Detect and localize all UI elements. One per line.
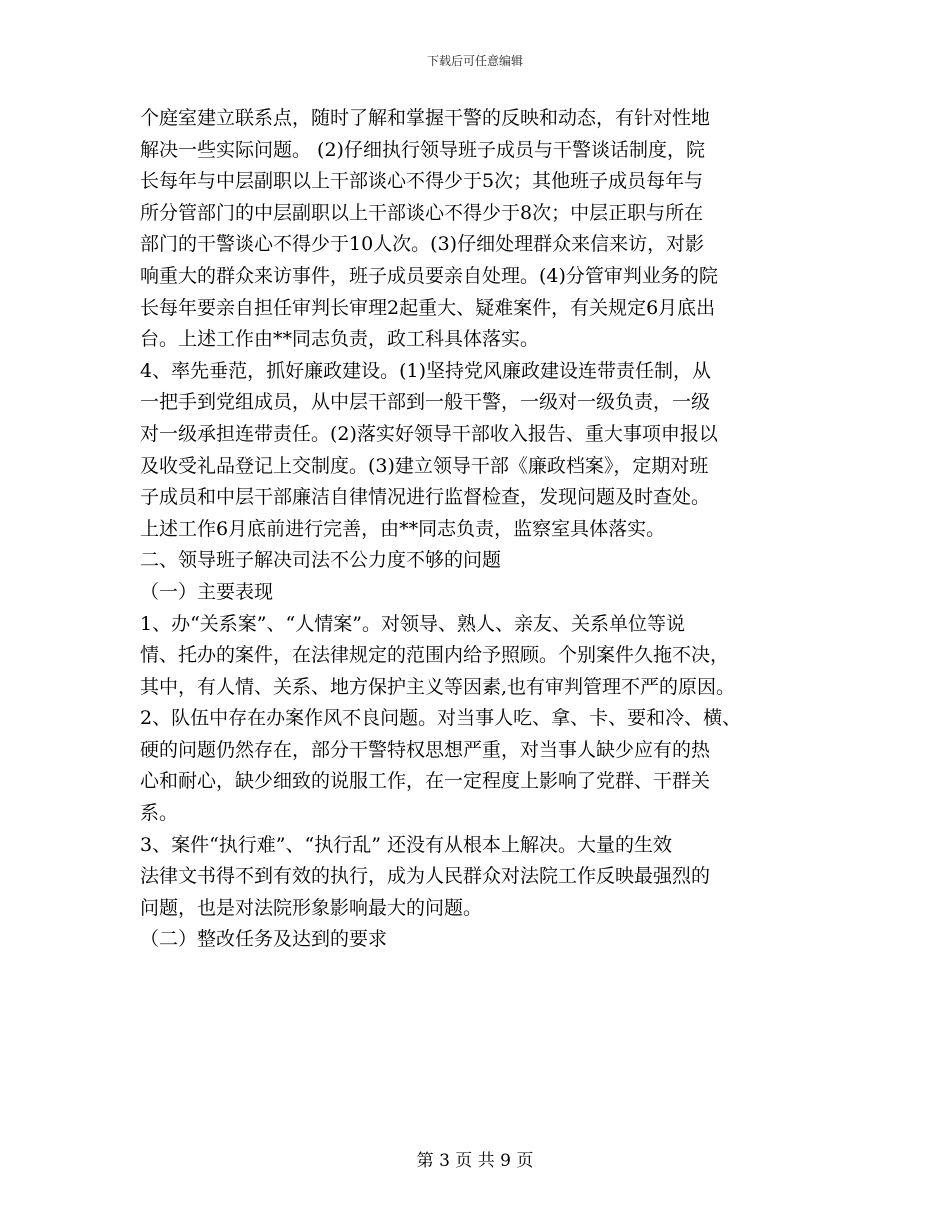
body-line-12: 及收受礼品登记上交制度。(3)建立领导干部《廉政档案》，定期对班 (140, 454, 709, 477)
body-line-18: 情、托办的案件，在法律规定的范围内给予照顾。个别案件久拖不决， (140, 644, 730, 667)
body-line-5: 部门的干警谈心不得少于10人次。(3)仔细处理群众来信来访，对影 (140, 233, 705, 256)
body-line-4: 所分管部门的中层副职以上干部谈心不得少于8次；中层正职与所在 (140, 201, 704, 224)
body-line-9: 4、率先垂范，抓好廉政建设。(1)坚持党风廉政建设连带责任制，从 (140, 359, 712, 382)
subsection-heading-rectification: （二）整改任务及达到的要求 (140, 928, 388, 951)
subsection-heading-main-manifestations: （一）主要表现 (140, 580, 274, 603)
body-line-3: 长每年与中层副职以上干部谈心不得少于5次；其他班子成员每年与 (140, 170, 704, 193)
body-line-22: 心和耐心，缺少细致的说服工作，在一定程度上影响了党群、干群关 (140, 770, 711, 793)
body-line-24: 3、案件“执行难”、“执行乱” 还没有从根本上解决。大量的生效 (140, 833, 672, 856)
body-line-17: 1、办“关系案”、“人情案”。对领导、熟人、亲友、关系单位等说 (140, 612, 685, 635)
page-number-footer: 第 3 页 共 9 页 (416, 1151, 534, 1171)
body-line-21: 硬的问题仍然存在，部分干警特权思想严重，对当事人缺少应有的热 (140, 738, 711, 761)
body-line-10: 一把手到党组成员，从中层干部到一般干警，一级对一级负责，一级 (140, 391, 711, 414)
section-heading-2: 二、领导班子解决司法不公力度不够的问题 (140, 549, 502, 572)
body-line-19: 其中，有人情、关系、地方保护主义等因素,也有审判管理不严的原因。 (140, 675, 736, 698)
header-note: 下载后可任意编辑 (426, 54, 523, 68)
body-line-26: 问题，也是对法院形象影响最大的问题。 (140, 896, 483, 919)
body-line-6: 响重大的群众来访事件，班子成员要亲自处理。(4)分管审判业务的院 (140, 264, 718, 287)
body-line-13: 子成员和中层干部廉洁自律情况进行监督检查，发现问题及时查处。 (140, 486, 711, 509)
body-line-1: 个庭室建立联系点，随时了解和掌握干警的反映和动态，有针对性地 (140, 107, 711, 129)
body-line-11: 对一级承担连带责任。(2)落实好领导干部收入报告、重大事项申报以 (140, 422, 718, 445)
body-line-2: 解决一些实际问题。 (2)仔细执行领导班子成员与干警谈话制度，院 (140, 138, 705, 161)
body-line-23: 系。 (140, 802, 179, 825)
document-body (140, 103, 830, 956)
body-line-20: 2、队伍中存在办案作风不良问题。对当事人吃、拿、卡、要和冷、横、 (140, 707, 742, 730)
body-line-25: 法律文书得不到有效的执行，成为人民群众对法院工作反映最强烈的 (140, 865, 711, 888)
body-line-14: 上述工作6月底前进行完善，由**同志负责，监察室具体落实。 (140, 517, 666, 540)
body-line-8: 台。上述工作由**同志负责，政工科具体落实。 (140, 328, 540, 351)
body-line-7: 长每年要亲自担任审判长审理2起重大、疑难案件，有关规定6月底出 (140, 296, 716, 319)
